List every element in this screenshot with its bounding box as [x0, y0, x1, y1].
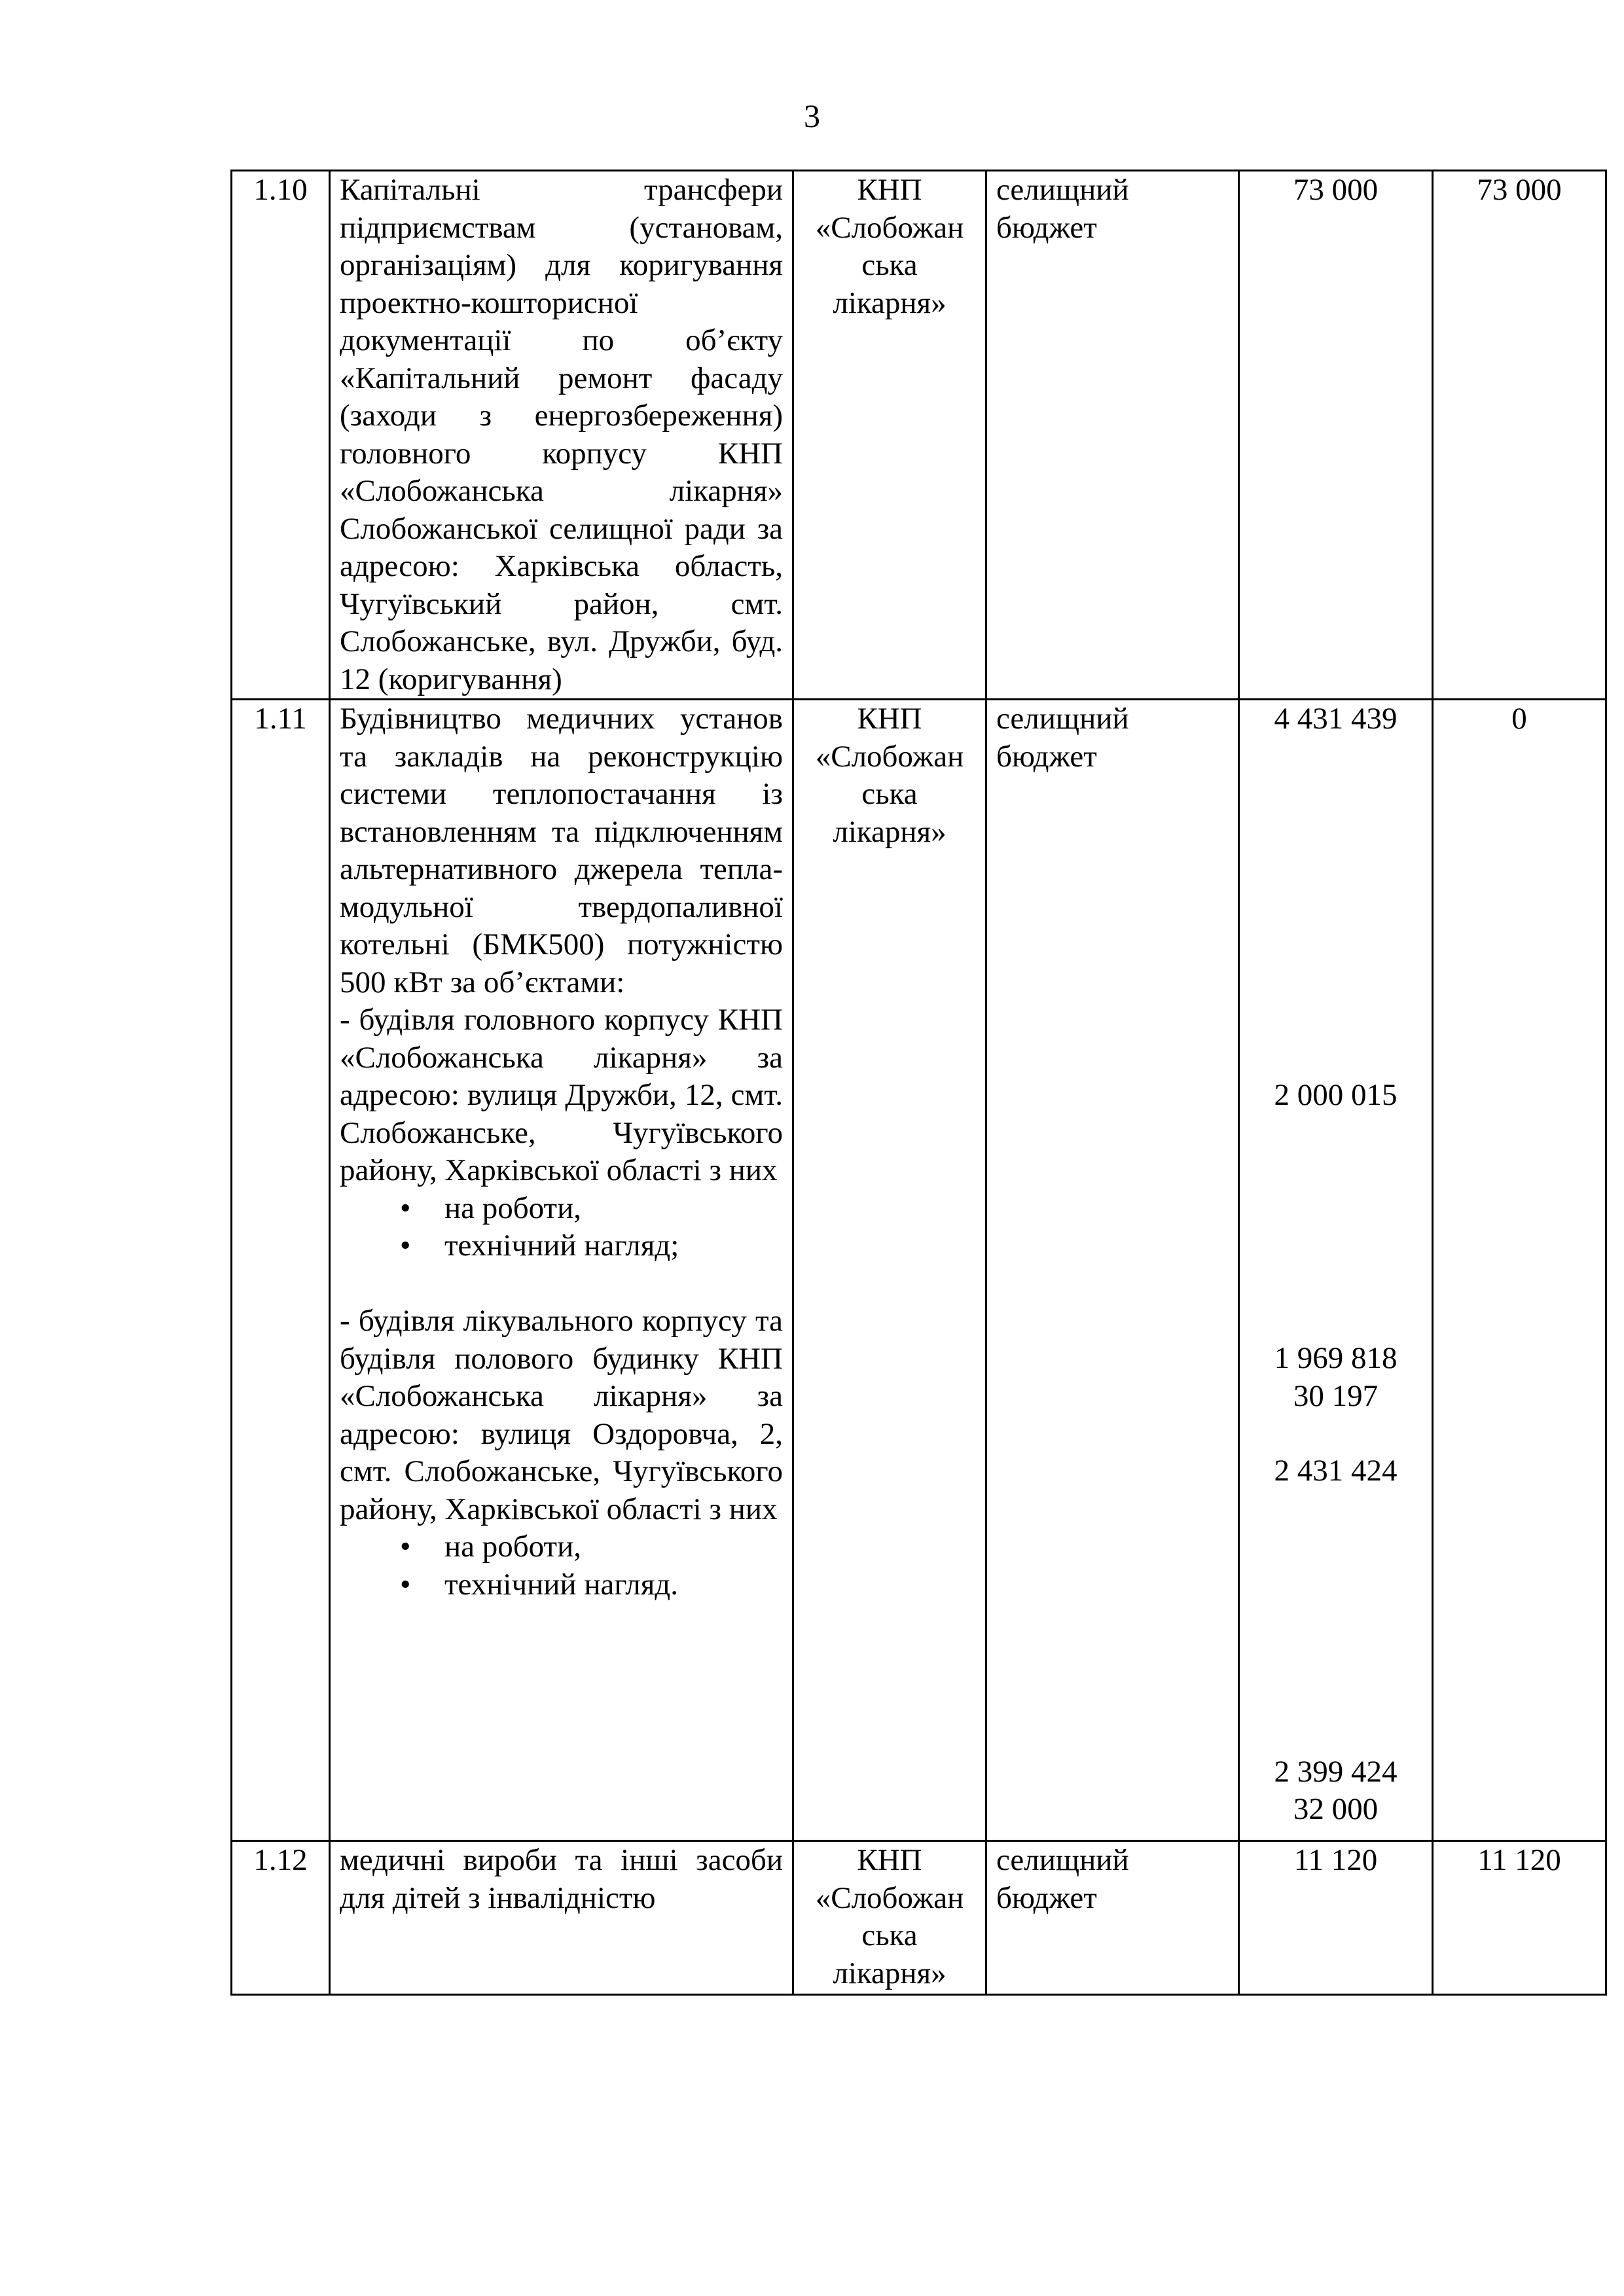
list-item: • технічний нагляд; [340, 1227, 783, 1265]
sub-object-2: - будівля лікувального корпусу та будівля полового будинку КНП «Слобожанська лікарня» за адресою: вулиця Оздоровча, 2, смт. Слобожанське, Чугуївського району, Харківської області з них [340, 1304, 783, 1526]
row-source: селищний бюджет [986, 1841, 1239, 1995]
amount-sub-object-2-supervision: 32 000 [1293, 1792, 1379, 1826]
table-row [232, 1841, 1606, 1995]
row-number: 1.12 [232, 1841, 330, 1995]
row-source: селищний бюджет [986, 171, 1239, 700]
sub-object-1-items [340, 1190, 783, 1265]
row-amount-1 [1239, 700, 1433, 1841]
row-executor: КНП «Слобожан ська лікарня» [793, 700, 986, 1841]
row-description: Капітальні трансфери підприємствам (установам, організаціям) для коригування проектно-кошторисної документації по об’єкту «Капітальний ремонт фасаду (заходи з енергозбереження) головного корпусу КНП «Слобожанська лікарня» Слобожанської селищної ради за адресою: Харківська область, Чугуївський район, смт. Слобожанське, вул. Дружби, буд. 12 (коригування) [330, 171, 793, 700]
amount-sub-object-1: 2 000 015 [1274, 1077, 1398, 1112]
list-item: • на роботи, [340, 1528, 783, 1566]
row-source: селищний бюджет [986, 700, 1239, 1841]
row-executor: КНП «Слобожан ська лікарня» [793, 1841, 986, 1995]
row-description: медичні вироби та інші засоби для дітей з інвалідністю [330, 1841, 793, 1995]
row-amount-2: 11 120 [1433, 1841, 1606, 1995]
row-number: 1.10 [232, 171, 330, 700]
row-amount-2: 73 000 [1433, 171, 1606, 700]
page-number: 3 [804, 98, 820, 134]
list-item: • на роботи, [340, 1190, 783, 1228]
sub-object-2-items [340, 1528, 783, 1604]
row-amount-1: 11 120 [1239, 1841, 1433, 1995]
amount-sub-object-1-works: 1 969 818 [1274, 1341, 1398, 1375]
sub-object-1: - будівля головного корпусу КНП «Слобожанська лікарня» за адресою: вулиця Дружби, 12, смт. Слобожанське, Чугуївського району, Харківської області з них [340, 1003, 783, 1187]
table-row [232, 700, 1606, 1841]
row-number: 1.11 [232, 700, 330, 1841]
row-amount-1: 73 000 [1239, 171, 1433, 700]
amount-sub-object-1-supervision: 30 197 [1293, 1378, 1379, 1413]
amount-sub-object-2-works: 2 399 424 [1274, 1754, 1398, 1789]
amount-sub-object-2: 2 431 424 [1274, 1454, 1398, 1488]
table-row [232, 171, 1606, 700]
row-amount-2: 0 [1433, 700, 1606, 1841]
list-item: • технічний нагляд. [340, 1566, 783, 1604]
amount-total: 4 431 439 [1274, 702, 1398, 736]
row-description: Будівництво медичних установ та закладів на реконструкцію системи теплопостачання із встановленням та підключенням альтернативного джерела тепла-модульної твердопаливної котельні (БМК500) потужністю 500 кВт за об’єктами: - будівля головного корпусу КНП «Слобожанська лікарня» за адресою: вулиця Дружби, 12, смт. Слобожанське, Чугуївського району, Харківської області з них • на роботи, • технічний нагляд; - будівля лікувального корпусу та будівля полового будинку КНП «Слобожанська лікарня» за адресою: вулиця Оздоровча, 2, смт. Слобожанське, Чугуївського району, Харківської області з них • на роботи, • технічний нагляд. [330, 700, 793, 1841]
program-table [230, 170, 1607, 1996]
row-executor: КНП «Слобожан ська лікарня» [793, 171, 986, 700]
